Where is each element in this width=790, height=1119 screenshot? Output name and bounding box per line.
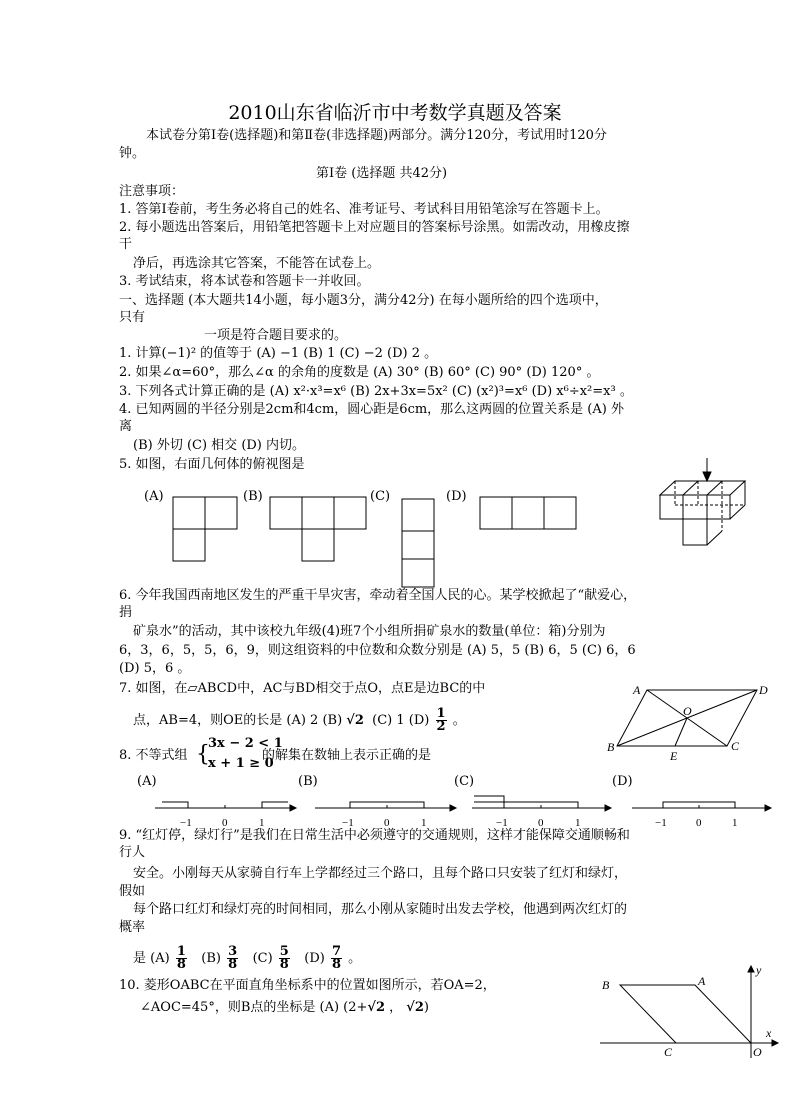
q10-label-c: C: [664, 1045, 673, 1059]
question-4: 4. 已知两圆的半径分别是2cm和4cm，圆心距是6cm，那么这两圆的位置关系是 (A) 外: [119, 402, 624, 417]
notice-title: 注意事项：: [119, 184, 185, 199]
q5-d-cell: [512, 497, 544, 529]
q9-option-a-fraction: $\frac{1}{8}$: [176, 944, 186, 972]
question-10: 10. 菱形OABC在平面直角坐标系中的位置如图所示，若OA=2，: [119, 978, 496, 993]
question-9-cont: 行人: [119, 845, 146, 860]
notice-2-cont2: 净后，再选涂其它答案，不能答在试卷上。: [133, 256, 381, 271]
question-5: 5. 如图，右面几何体的俯视图是: [119, 457, 305, 472]
q8-option-d: (D): [612, 774, 633, 789]
q7-option-b-value: √2: [346, 713, 364, 728]
question-9-cont4: 每个路口红灯和绿灯亮的时间相同，那么小刚从家随时出发去学校，他遇到两次红灯的: [133, 902, 628, 917]
q7-label-b: B: [607, 740, 615, 754]
question-6-cont4: (D) 5，6 。: [119, 661, 191, 676]
q8-b-tick: 1: [421, 817, 427, 829]
intro-line-1: 本试卷分第Ⅰ卷(选择题)和第Ⅱ卷(非选择题)两部分。满分120分，考试用时120分: [146, 128, 607, 143]
q9-option-b-fraction: $\frac{3}{8}$: [228, 944, 238, 972]
q10-label-o: O: [753, 1045, 762, 1059]
q7-label-a: A: [633, 683, 641, 697]
q7-label-e: E: [670, 749, 678, 763]
q7-option-d-fraction: $\frac{1}{2}$: [436, 706, 446, 734]
q5-option-b: (B): [243, 489, 263, 504]
q7-label-c: C: [731, 739, 740, 753]
question-7: 7. 如图，在▱ABCD中，AC与BD相交于点O，点E是边BC的中: [119, 681, 486, 696]
question-9: 9. “红灯停，绿灯行”是我们在日常生活中必须遵守的交通规则，这样才能保障交通顺畅和: [119, 828, 630, 843]
q7-tail: 。: [452, 713, 466, 728]
q5-c-cell: [402, 531, 434, 559]
page-title: 2010山东省临沂市中考数学真题及答案: [228, 102, 562, 124]
q8-d-tick: −1: [655, 817, 667, 829]
q8-option-a: (A): [137, 774, 157, 789]
section-heading: 第Ⅰ卷 (选择题 共42分): [316, 166, 448, 181]
q5-solid-figure: [660, 458, 745, 545]
q5-d-cell: [544, 497, 576, 529]
notice-2-cont: 干: [119, 237, 133, 252]
q5-option-d: (D): [446, 489, 467, 504]
q5-d-cell: [480, 497, 512, 529]
q7-text: 点，AB=4，则OE的长是 (A) 2 (B): [133, 713, 343, 728]
q8-inequality-1: 3x − 2 < 1: [208, 736, 283, 751]
part1-line-3: 一项是符合题目要求的。: [204, 328, 348, 343]
q8-option-c: (C): [454, 774, 475, 789]
q8-b-tick: −1: [342, 817, 354, 829]
view-arrow-head: [703, 472, 711, 481]
question-4-cont: 离: [119, 419, 133, 434]
q8-a-tick: −1: [180, 817, 192, 829]
q9-answer-options: 是 (A) $\frac{1}{8}$ (B) $\frac{3}{8}$ (C) $\frac{5}{8}$ (D) $\frac{7}{8}$ 。: [133, 944, 362, 972]
question-6-cont3: 6，3，6，5，5，6，9，则这组资料的中位数和众数分别是 (A) 5，5 (B) 6，5 (C) 6，6: [119, 643, 636, 658]
q8-brace: {: [196, 742, 210, 767]
q8-c-tick: 0: [538, 817, 544, 829]
q9-option-c-fraction: $\frac{5}{8}$: [279, 944, 289, 972]
q5-a-cell: [173, 497, 205, 529]
question-8-prefix: 8. 不等式组: [119, 748, 188, 763]
question-1: 1. 计算(−1)² 的值等于 (A) −1 (B) 1 (C) −2 (D) 2 。: [119, 346, 438, 361]
question-7-cont: [133, 708, 466, 733]
part1-line-2: 只有: [119, 310, 146, 325]
question-3: 3. 下列各式计算正确的是 (A) x²·x³=x⁶ (B) 2x+3x=5x² (C) (x²)³=x⁶ (D) x⁶÷x²=x³ 。: [119, 384, 633, 399]
q8-option-b: (B): [298, 774, 318, 789]
q10-rhombus-figure: [590, 960, 780, 1060]
question-2: 2. 如果∠α=60°，那么∠α 的余角的度数是 (A) 30° (B) 60° (C) 90° (D) 120° 。: [119, 365, 600, 380]
q9-option-d-fraction: $\frac{7}{8}$: [331, 944, 342, 972]
q8-c-tick: 1: [575, 817, 581, 829]
q5-b-cell: [270, 497, 302, 529]
q5-a-cell: [173, 529, 205, 561]
question-9-cont5: 概率: [119, 920, 146, 935]
q8-a-tick: 1: [259, 817, 265, 829]
q8-b-tick: 0: [384, 817, 390, 829]
question-6: 6. 今年我国西南地区发生的严重干旱灾害，牵动着全国人民的心。某学校掀起了“献爱心，: [119, 588, 637, 603]
q10-label-x: x: [766, 1026, 772, 1040]
q8-c-tick: −1: [496, 817, 508, 829]
question-6-cont: 捐: [119, 605, 133, 620]
q5-option-a: (A): [144, 489, 164, 504]
q8-number-lines: [0, 790, 790, 830]
q8-d-tick: 1: [732, 817, 738, 829]
rhombus-oabc: [620, 985, 751, 1043]
q7-parallelogram-figure: [600, 680, 780, 765]
intro-line-2: 钟。: [119, 146, 146, 161]
question-4-options: (B) 外切 (C) 相交 (D) 内切。: [133, 438, 306, 453]
notice-2: 2. 每小题选出答案后，用铅笔把答题卡上对应题目的答案标号涂黑。如需改动，用橡皮擦: [119, 220, 630, 235]
question-9-cont2: 安全。小刚每天从家骑自行车上学都经过三个路口，且每个路口只安装了红灯和绿灯，: [133, 866, 628, 881]
q7-label-d: D: [759, 683, 768, 697]
q5-c-cell: [402, 559, 434, 587]
q7-label-o: O: [683, 704, 692, 718]
q8-a-tick: 0: [222, 817, 228, 829]
notice-3: 3. 考试结束，将本试卷和答题卡一并收回。: [119, 274, 370, 289]
question-6-cont2: 矿泉水”的活动，其中该校九年级(4)班7个小组所捐矿泉水的数量(单位：箱)分别为: [133, 624, 606, 639]
part1-line-1: 一、选择题 (本大题共14小题，每小题3分，满分42分) 在每小题所给的四个选项中，: [119, 293, 608, 308]
q8-d-tick: 0: [696, 817, 702, 829]
question-9-cont3: 假如: [119, 884, 146, 899]
q5-b-cell: [302, 529, 334, 561]
notice-1: 1. 答第Ⅰ卷前，考生务必将自己的姓名、准考证号、考试科目用铅笔涂写在答题卡上。: [119, 202, 609, 217]
q10-label-a: A: [698, 974, 706, 988]
q10-label-b: B: [602, 978, 610, 992]
q5-b-cell: [302, 497, 334, 529]
q5-a-cell: [205, 497, 237, 529]
q5-c-cell: [402, 499, 434, 531]
q5-option-c: (C): [370, 489, 391, 504]
q5-b-cell: [334, 497, 366, 529]
q7-option-cd: (C) 1 (D): [372, 713, 430, 728]
q8-inequality-2: x + 1 ≥ 0: [208, 756, 274, 771]
question-10-cont: ∠AOC=45°，则B点的坐标是 (A) (2+√2 ， √2): [140, 1000, 429, 1015]
q10-label-y: y: [756, 963, 762, 977]
question-8-suffix: 的解集在数轴上表示正确的是: [262, 748, 432, 763]
